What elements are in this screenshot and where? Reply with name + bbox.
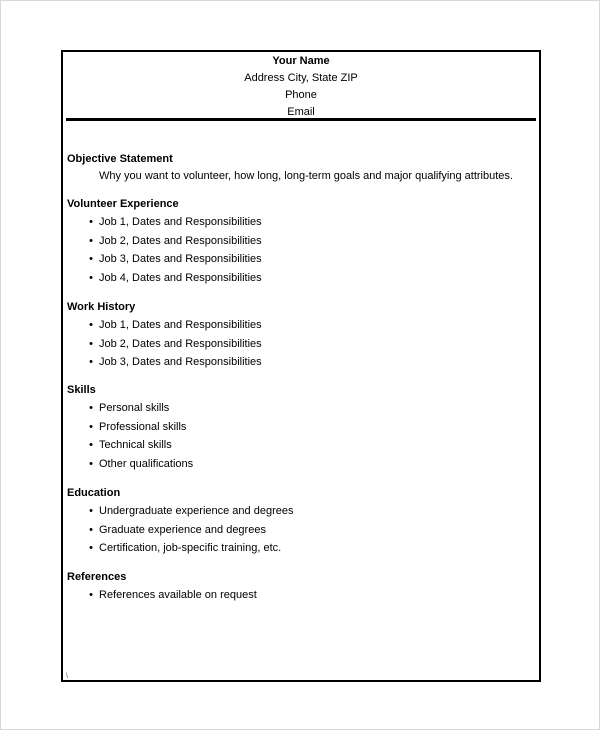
section-heading: Work History [67, 301, 136, 313]
bullet: • [89, 337, 93, 350]
list-item [67, 250, 535, 269]
list-item [67, 399, 535, 418]
section-skills [67, 382, 535, 474]
resume-header [63, 53, 539, 121]
list-item [67, 335, 535, 354]
bullet: • [89, 505, 93, 517]
section-heading: References [67, 571, 127, 583]
objective-text: Why you want to volunteer, how long, long-term goals and major qualifying attributes. [99, 170, 513, 182]
section-objective [67, 151, 535, 185]
list-item [67, 269, 535, 288]
list-item [67, 213, 535, 232]
list-item [67, 539, 535, 558]
volunteer-list [67, 213, 535, 288]
header-phone: Phone [285, 89, 317, 101]
bullet: • [89, 542, 93, 555]
bullet: • [89, 439, 93, 452]
bullet: • [89, 420, 93, 433]
list-item-text: Job 1, Dates and Responsibilities [99, 319, 262, 331]
list-item [67, 353, 535, 372]
list-item-text: Professional skills [99, 420, 187, 433]
bullet: • [89, 402, 93, 414]
work-list [67, 316, 535, 372]
resume-frame [61, 50, 541, 682]
bullet: • [89, 523, 93, 536]
bullet: • [89, 319, 93, 331]
section-education [67, 485, 535, 558]
list-item-text: Job 3, Dates and Responsibilities [99, 253, 262, 266]
list-item-text: Job 2, Dates and Responsibilities [99, 234, 262, 247]
list-item [67, 586, 535, 605]
list-item-text: References available on request [99, 589, 257, 601]
section-volunteer [67, 196, 535, 288]
bullet: • [89, 458, 93, 471]
section-heading: Volunteer Experience [67, 198, 179, 210]
header-email: Email [287, 106, 315, 118]
header-address: Address City, State ZIP [244, 72, 358, 84]
list-item [67, 436, 535, 455]
list-item [67, 502, 535, 521]
references-list [67, 586, 535, 605]
section-work-history [67, 299, 535, 372]
skills-list [67, 399, 535, 474]
list-item [67, 232, 535, 251]
list-item [67, 418, 535, 437]
education-list [67, 502, 535, 558]
list-item-text: Job 3, Dates and Responsibilities [99, 356, 262, 369]
bullet: • [89, 589, 93, 601]
header-divider [66, 118, 536, 121]
list-item-text: Undergraduate experience and degrees [99, 505, 294, 517]
bullet: • [89, 216, 93, 228]
bullet: • [89, 272, 93, 285]
list-item-text: Job 4, Dates and Responsibilities [99, 272, 262, 285]
list-item [67, 521, 535, 540]
section-heading: Skills [67, 384, 96, 396]
header-name: Your Name [272, 55, 330, 67]
list-item [67, 316, 535, 335]
list-item-text: Job 2, Dates and Responsibilities [99, 337, 262, 350]
list-item-text: Personal skills [99, 402, 170, 414]
list-item-text: Technical skills [99, 439, 172, 452]
section-heading: Objective Statement [67, 153, 173, 165]
list-item-text: Certification, job-specific training, etc. [99, 542, 282, 555]
list-item [67, 455, 535, 474]
bullet: • [89, 356, 93, 369]
list-item-text: Job 1, Dates and Responsibilities [99, 216, 262, 228]
section-heading: Education [67, 487, 121, 499]
bullet: • [89, 253, 93, 266]
bullet: • [89, 234, 93, 247]
list-item-text: Other qualifications [99, 458, 194, 471]
section-references [67, 569, 535, 605]
corner-mark: \ [66, 673, 68, 680]
list-item-text: Graduate experience and degrees [99, 523, 266, 536]
